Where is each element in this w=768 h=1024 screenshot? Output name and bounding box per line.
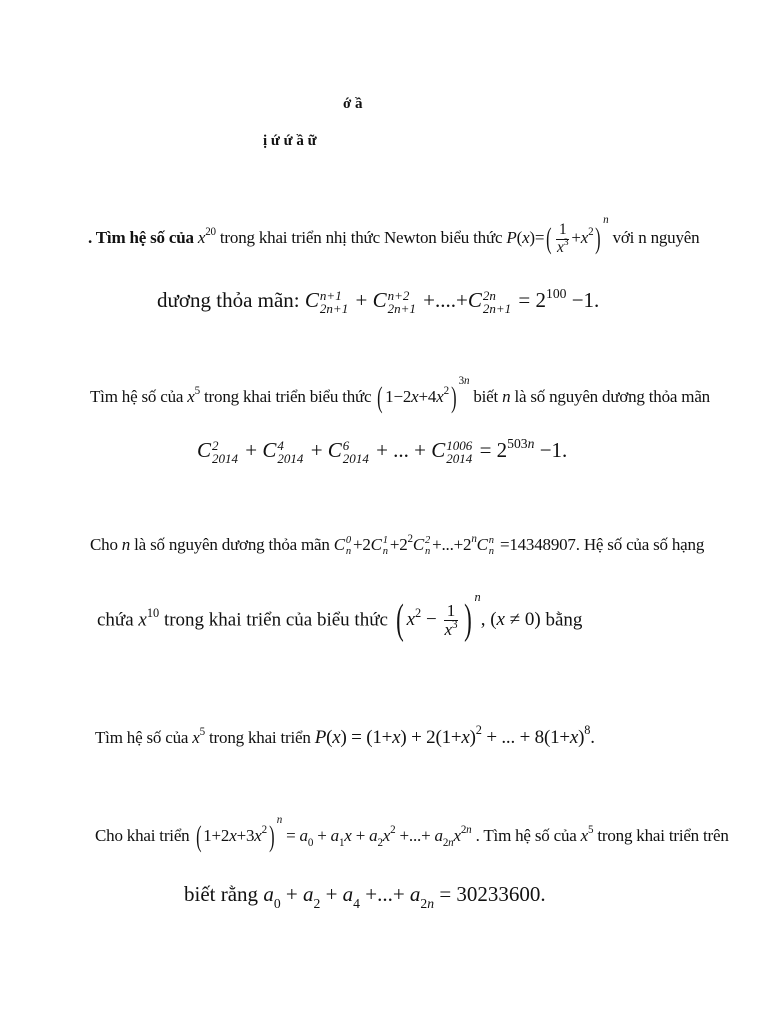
header-line-2: ị ứ ứ ầ ữ bbox=[263, 133, 317, 149]
problem-1-line-1: . Tìm hệ số của $x^{20}$ trong khai triển nhị thức Newton biểu thức P(x)=( $\frac{1}{x^3}$ $+x^2)^n$ với n nguyên bbox=[88, 214, 700, 256]
problem-3-sum: C 0 n +2C 1 n $+2^2C$ 2 n $+...+2^nC$ n n bbox=[333, 533, 494, 558]
problem-3-line-1: Cho n là số nguyên dương thỏa mãn C 0 n +2C 1 n $+2^2C$ 2 n $+...+2^nC$ n n =14348907. Hệ số của số hạng bbox=[90, 533, 705, 558]
problem-2-tail: biết bbox=[469, 386, 503, 406]
problem-3-lead: Cho bbox=[90, 535, 122, 554]
header-line-1: ớ ầ bbox=[343, 96, 363, 112]
problem-5-line-2 bbox=[184, 882, 546, 911]
problem-3-line-2-mid: trong khai triển của biểu thức bbox=[159, 609, 393, 631]
problem-1-line-2 bbox=[157, 285, 600, 317]
problem-5-tail: trong khai triển trên bbox=[593, 825, 729, 845]
problem-2-mid: trong khai triển biểu thức bbox=[199, 386, 376, 406]
problem-1-condition-text: dương thỏa mãn: bbox=[157, 288, 300, 312]
problem-5-condition-text: biết rằng bbox=[184, 882, 259, 906]
problem-3-expression: ( $x^2$ − $\frac{1}{x^3}$ )$^n$, (x ≠ 0) bbox=[395, 589, 546, 643]
problem-2-line-2 bbox=[197, 435, 568, 467]
problem-5-value: 30233600 bbox=[456, 882, 541, 906]
problem-3-mid: là số nguyên dương thỏa mãn bbox=[130, 535, 334, 554]
problem-2-line-1: Tìm hệ số của $x^5$ trong khai triển biểu thức ( $1-2x+4x^2$) $^{3n}$ biết n là số nguyên dương thỏa mãn bbox=[90, 375, 710, 414]
problem-4-mid: trong khai triển bbox=[204, 728, 315, 747]
problem-2-expression: ( $1-2x+4x^2$) $^{3n}$ bbox=[377, 375, 470, 414]
problem-1-expression: P(x)=( $\frac{1}{x^3}$ $+x^2)^n$ bbox=[506, 214, 609, 256]
problem-4-line-1: Tìm hệ số của $x^5$ trong khai triển $P(x) = (1+x) + 2(1+x)^2$ + ... + $8(1+x)^8$. bbox=[95, 723, 595, 748]
problem-5-line-1: Cho khai triển ( $1+2x+3x^2$) $^n = a_0 + a_1x + a_2x^2$ +...+ $a_{2n}x^{2n}$ . Tìm hệ số của $x^5$ trong khai triển trên bbox=[95, 814, 729, 853]
problem-5-condition: $a_0 + a_2 + a_4$ +...+ $a_{2n} = 30233600$. bbox=[263, 882, 546, 911]
problem-2-condition: C 2 2014 + C 4 2014 + C 6 2014 + ... + C 1006 2014 = $2^{503n} -1$. bbox=[197, 435, 568, 467]
problem-3-line-2: chứa $x^{10}$ trong khai triển của biểu thức ( $x^2$ − $\frac{1}{x^3}$ )$^n$, (x ≠ 0) bằng bbox=[97, 589, 583, 643]
problem-1-tail: với n nguyên bbox=[612, 228, 700, 248]
problem-5-lead: Cho khai triển bbox=[95, 825, 194, 845]
problem-2-tail-2: là số nguyên dương thỏa mãn bbox=[510, 386, 710, 406]
problem-3-line-2-tail: bằng bbox=[545, 609, 583, 631]
problem-3-tail: . Hệ số của số hạng bbox=[575, 535, 705, 554]
problem-1-lead: . Tìm hệ số của bbox=[88, 228, 198, 248]
problem-3-value: =14348907 bbox=[499, 535, 576, 554]
problem-4-expression: $P(x) = (1+x) + 2(1+x)^2$ + ... + $8(1+x)^8$. bbox=[314, 723, 595, 748]
problem-1-condition: C n+1 2n+1 + C n+2 2n+1 +....+C 2n 2n+1 = $2^{100} -1$. bbox=[304, 285, 600, 317]
problem-1-mid: trong khai triển nhị thức Newton biểu thức bbox=[215, 228, 507, 248]
problem-5-mid: . Tìm hệ số của bbox=[475, 825, 581, 845]
problem-4-lead: Tìm hệ số của bbox=[95, 728, 193, 747]
problem-3-line-2-lead: chứa bbox=[97, 609, 139, 631]
problem-5-expansion: ( $1+2x+3x^2$) $^n = a_0 + a_1x + a_2x^2$ +...+ $a_{2n}x^{2n}$ bbox=[195, 814, 472, 853]
problem-2-lead: Tìm hệ số của bbox=[90, 386, 188, 406]
